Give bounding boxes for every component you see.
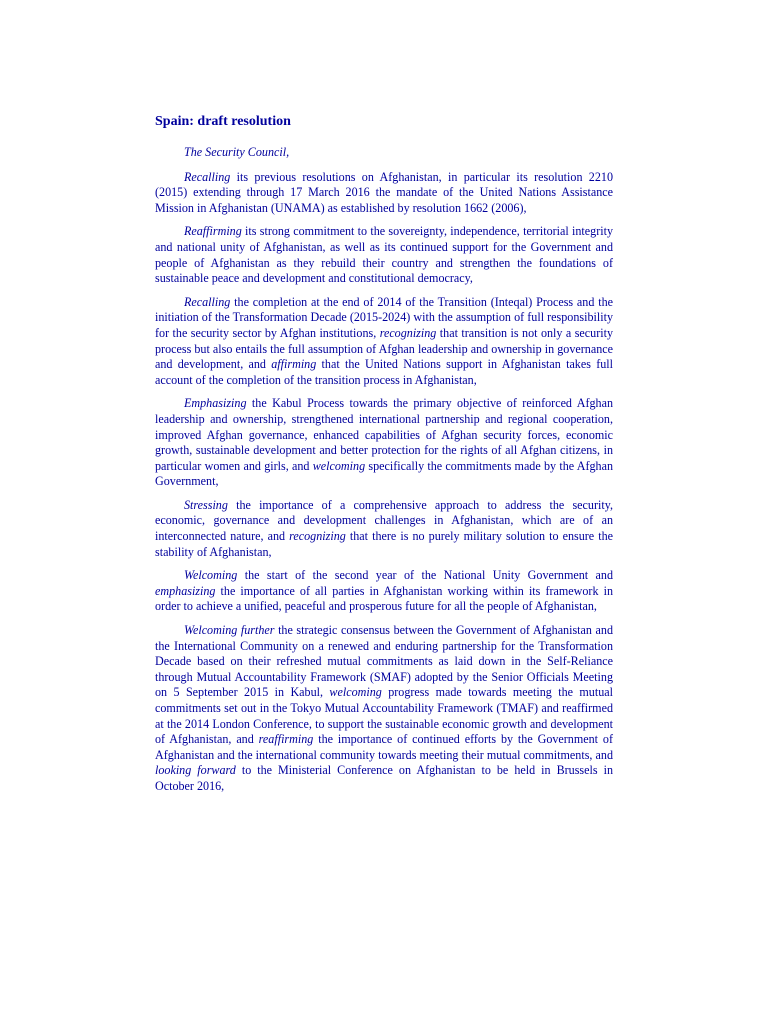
paragraph-text: the importance of a comprehensive approach to address the security, economic, governance and development challenges in Afghanistan, which are of an interconnected nature, and bbox=[155, 497, 613, 544]
paragraph-welcoming-further bbox=[155, 623, 613, 795]
paragraph-text: that the United Nations support in Afghanistan takes full account of the completion of the transition process in Afghanistan, bbox=[155, 357, 613, 387]
paragraph-emphasis: emphasizing bbox=[155, 583, 216, 598]
paragraph-lead: Reaffirming bbox=[184, 224, 242, 239]
paragraph-lead: Welcoming bbox=[184, 568, 238, 583]
paragraph-text: that there is no purely military solution to ensure the stability of Afghanistan, bbox=[155, 529, 614, 559]
paragraph-emphasis: looking forward bbox=[155, 763, 236, 778]
paragraph-text: the start of the second year of the National Unity Government and bbox=[237, 568, 613, 583]
document-body bbox=[155, 145, 613, 803]
paragraph-lead: Recalling bbox=[184, 294, 231, 309]
paragraph-emphasis: recognizing bbox=[289, 529, 346, 544]
paragraph-text: specifically the commitments made by the Afghan Government, bbox=[155, 458, 613, 489]
paragraph-emphasis: recognizing bbox=[379, 325, 437, 340]
paragraph-emphasis: welcoming bbox=[329, 685, 382, 700]
paragraph-emphasis: reaffirming bbox=[258, 732, 314, 747]
paragraph-text: the importance of all parties in Afghanistan working within its framework in order to achieve a unified, peaceful and prosperous future for all the people of Afghanistan, bbox=[155, 583, 613, 614]
paragraph-text: the completion at the end of 2014 of the Transition (Inteqal) Process and the initiation of the Transformation Decade (2015-2024) with the assumption of full responsibility for the security sector by Afghan institutions, bbox=[155, 294, 613, 340]
paragraph-text: the strategic consensus between the Government of Afghanistan and the International Community on a renewed and enduring partnership for the Transformation Decade based on their refreshed mutual commitments as laid down in the Self-Reliance through Mutual Accountability Framework (SMAF) adopted by the Senior Officials Meeting on 5 September 2015 in Kabul, bbox=[155, 623, 613, 700]
paragraph-lead: Recalling bbox=[184, 169, 231, 184]
paragraph-emphasis: affirming bbox=[271, 357, 317, 372]
paragraph-reaffirming bbox=[155, 224, 613, 286]
paragraph-welcoming bbox=[155, 568, 613, 615]
paragraph-emphasizing bbox=[155, 396, 613, 490]
paragraph-lead: Stressing bbox=[184, 497, 228, 512]
paragraph-text: its strong commitment to the sovereignty, independence, territorial integrity and national unity of Afghanistan, as well as its continued support for the Government and people of Afghanistan as they rebuild their country and strengthen the foundations of sustainable peace and development and constitutional democracy, bbox=[155, 224, 613, 286]
paragraph-text: that transition is not only a security process but also entails the full assumption of Afghan leadership and ownership in governance and development, and bbox=[155, 325, 613, 372]
paragraph-recalling-resolutions bbox=[155, 170, 613, 217]
paragraph-lead: Welcoming further bbox=[184, 623, 275, 638]
intro-line: The Security Council, bbox=[184, 145, 290, 159]
paragraph-text: the Kabul Process towards the primary objective of reinforced Afghan leadership and ownership, strengthened international partnership and regional cooperation, improved Afghan governance, enhanced capabilities of Afghan security forces, economic growth, sustainable development and better protection for the rights of all Afghan citizens, in particular women and girls, and bbox=[155, 396, 613, 473]
paragraph-text: progress made towards meeting the mutual commitments set out in the Tokyo Mutual Accountability Framework (TMAF) and reaffirmed at the 2014 London Conference, to support the sustainable economic growth and development of Afghanistan, and bbox=[155, 685, 613, 747]
paragraph-text: the importance of continued efforts by the Government of Afghanistan and the international community towards meeting their mutual commitments, and bbox=[155, 732, 613, 762]
paragraph-stressing bbox=[155, 498, 613, 560]
paragraph-text: its previous resolutions on Afghanistan, in particular its resolution 2210 (2015) extending through 17 March 2016 the mandate of the United Nations Assistance Mission in Afghanistan (UNAMA) as established by resolution 1662 (2006), bbox=[155, 169, 613, 215]
paragraph-emphasis: welcoming bbox=[312, 458, 366, 473]
document-title: Spain: draft resolution bbox=[155, 114, 291, 129]
paragraph-recalling-transition bbox=[155, 295, 613, 389]
paragraph-text: to the Ministerial Conference on Afghanistan to be held in Brussels in October 2016, bbox=[155, 763, 613, 793]
paragraph-lead: Emphasizing bbox=[184, 396, 247, 411]
